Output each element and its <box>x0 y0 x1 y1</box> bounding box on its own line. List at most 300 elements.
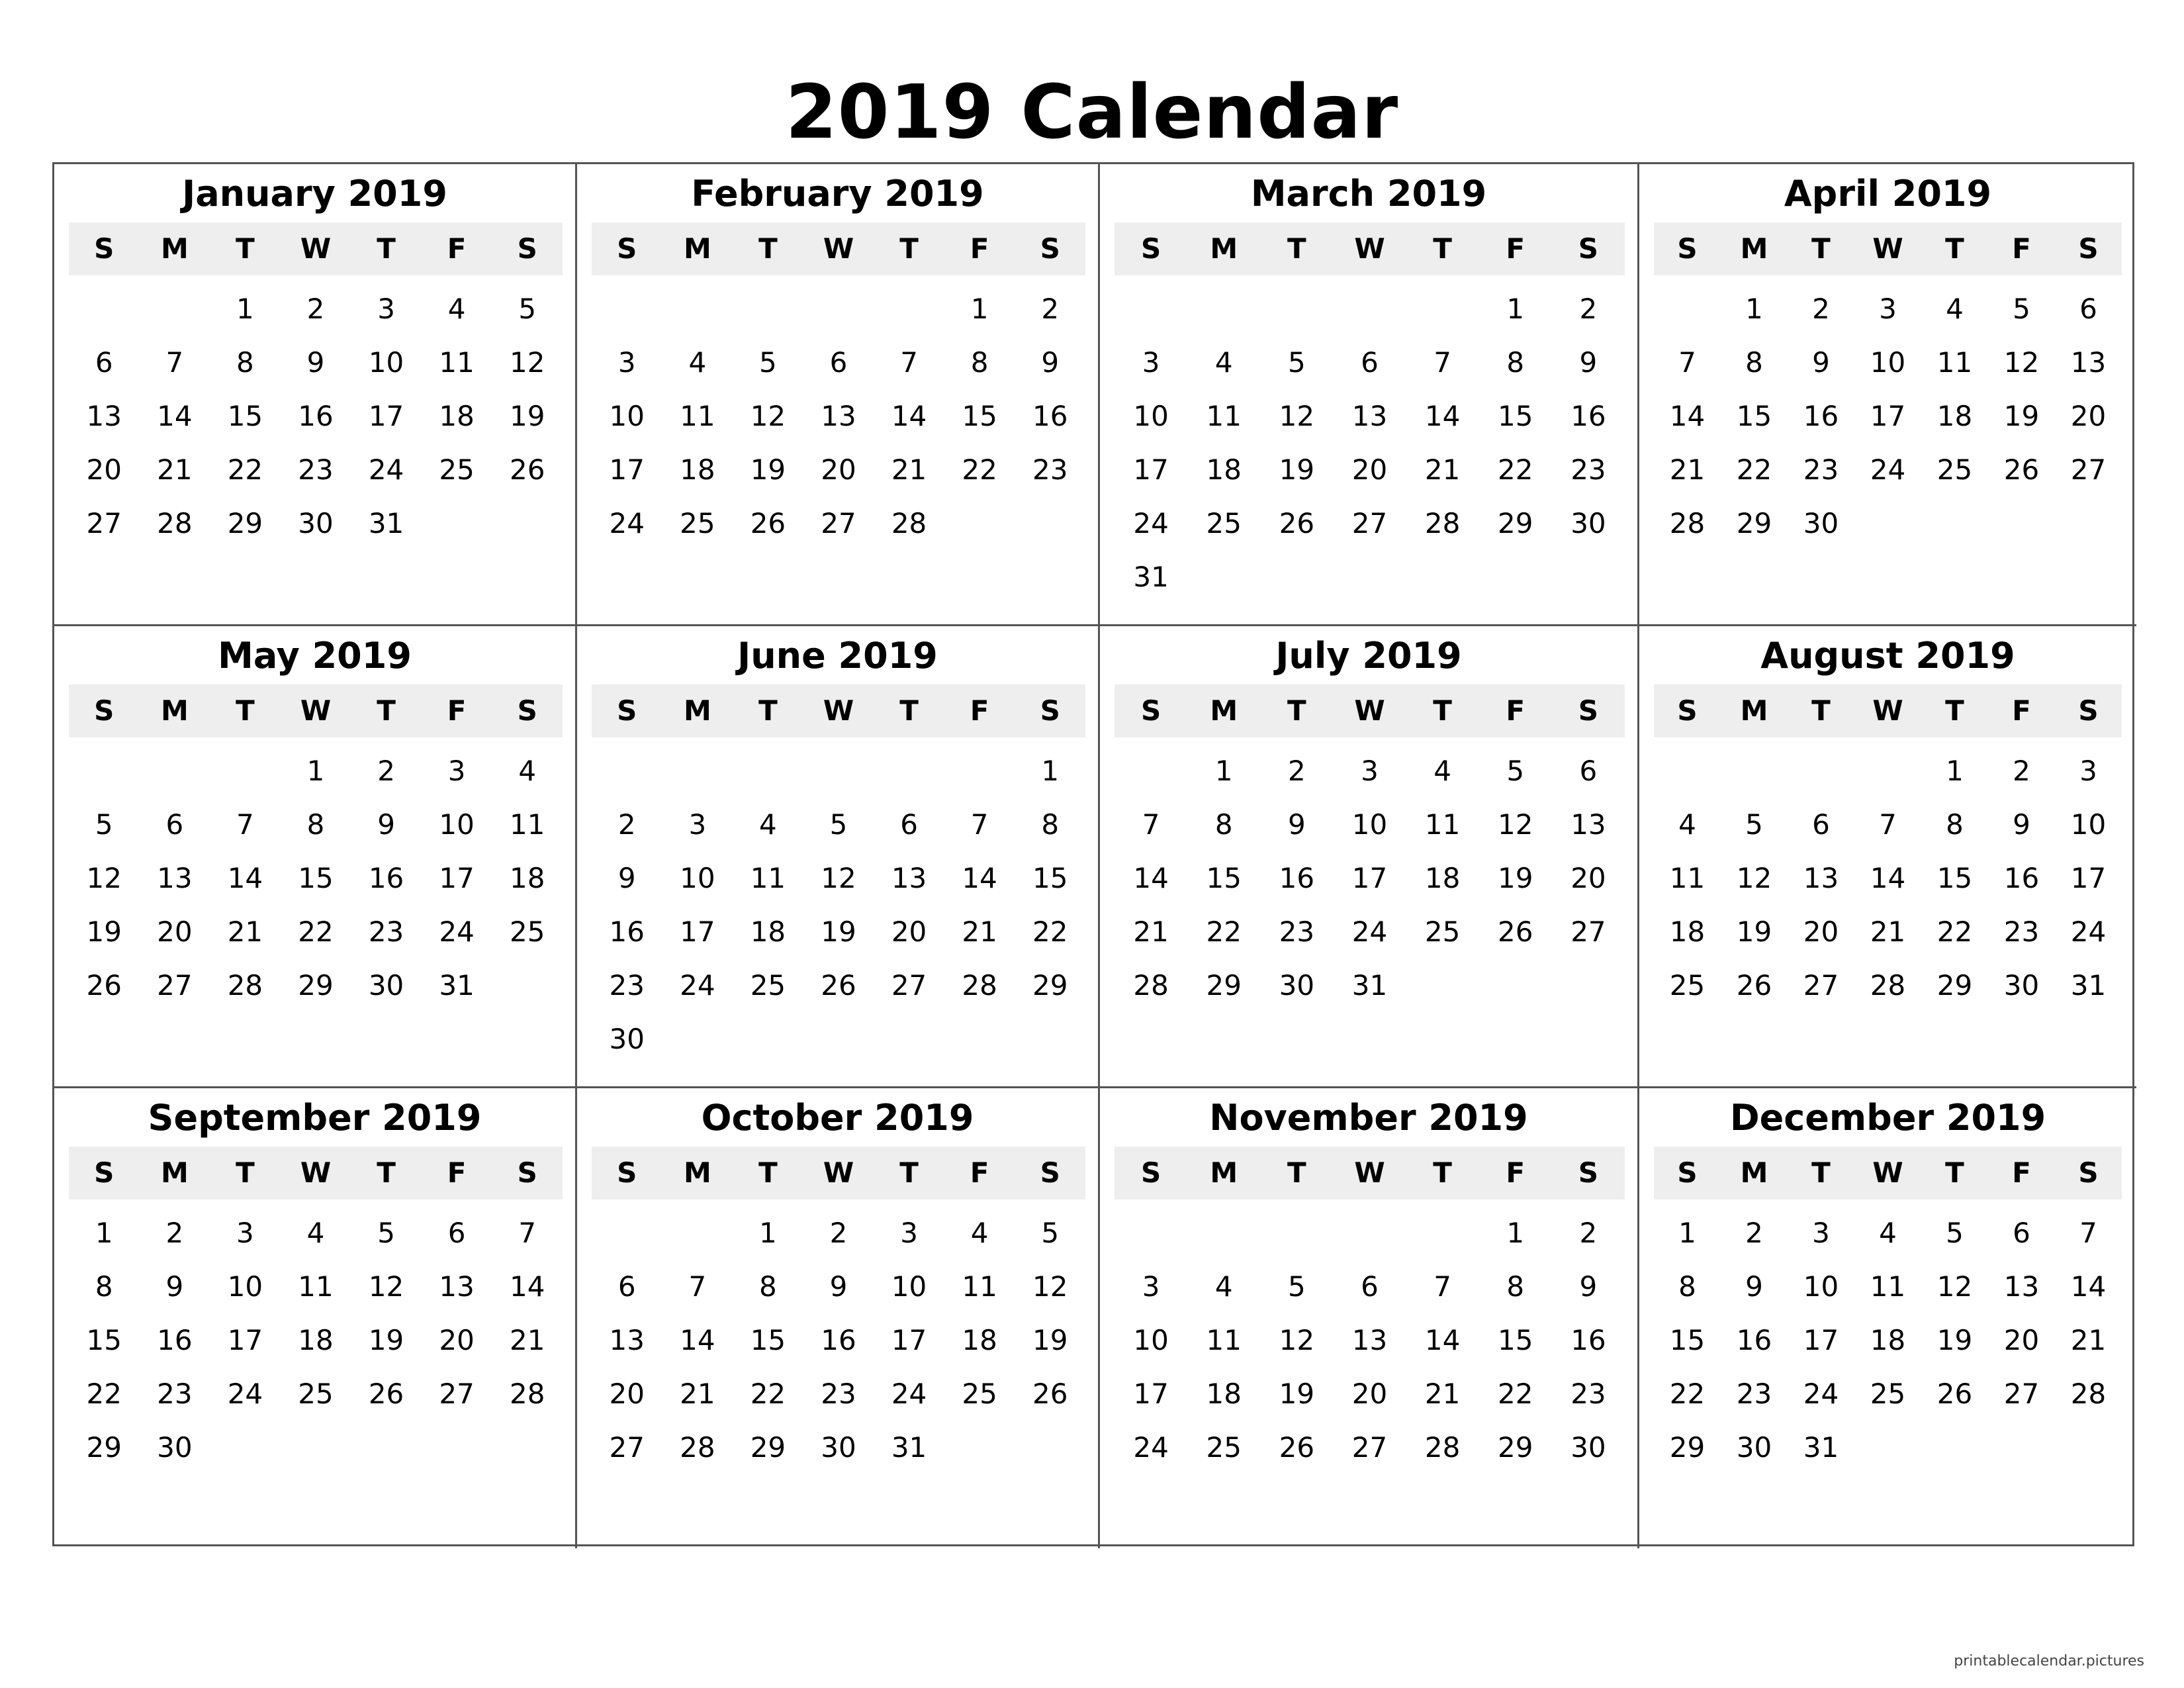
day-cell: 14 <box>680 1324 715 1356</box>
day-cell: 14 <box>1870 862 1906 894</box>
day-cell: 11 <box>298 1270 334 1303</box>
day-cell: 1 <box>759 1217 777 1249</box>
day-cell: 10 <box>609 400 645 432</box>
day-cell: 24 <box>680 969 715 1002</box>
day-cell: 24 <box>891 1378 927 1410</box>
day-cell: 10 <box>1351 808 1388 841</box>
day-cell: 16 <box>1803 400 1839 432</box>
day-cell: 14 <box>891 400 927 432</box>
day-cell: 11 <box>1936 346 1973 379</box>
weekday-label: S <box>1578 694 1599 727</box>
day-cell: 12 <box>368 1270 404 1303</box>
day-cell: 31 <box>891 1431 927 1464</box>
day-cell: 10 <box>1803 1270 1839 1303</box>
day-cell: 25 <box>962 1378 997 1410</box>
weekday-label: S <box>1040 1156 1060 1189</box>
day-cell: 3 <box>1142 1270 1160 1303</box>
day-cell: 5 <box>1745 808 1763 841</box>
day-cell: 24 <box>1870 453 1906 486</box>
day-cell: 27 <box>439 1378 475 1410</box>
month-title: September 2019 <box>148 1097 482 1139</box>
day-cell: 20 <box>1803 915 1839 948</box>
day-cell: 12 <box>1279 1324 1315 1356</box>
day-cell: 31 <box>1133 561 1169 593</box>
day-cell: 20 <box>891 915 927 948</box>
day-cell: 15 <box>1736 400 1772 432</box>
day-cell: 30 <box>1570 1431 1606 1464</box>
day-cell: 8 <box>1214 808 1233 841</box>
day-cell: 15 <box>86 1324 122 1356</box>
day-cell: 26 <box>368 1378 404 1410</box>
day-cell: 14 <box>2070 1270 2107 1303</box>
day-cell: 16 <box>1279 862 1315 894</box>
weekday-header <box>69 222 563 275</box>
day-cell: 21 <box>1669 453 1706 486</box>
month-block <box>1100 1088 1639 1548</box>
day-cell: 9 <box>1579 346 1598 379</box>
day-cell: 24 <box>439 915 475 948</box>
month-block <box>54 1088 577 1548</box>
weekday-label: F <box>1506 694 1525 727</box>
day-cell: 17 <box>439 862 475 894</box>
weekday-label: F <box>447 1156 467 1189</box>
day-cell: 19 <box>750 453 786 486</box>
day-cell: 25 <box>750 969 786 1002</box>
weekday-label: T <box>1945 232 1964 265</box>
day-cell: 12 <box>509 346 545 379</box>
weekday-label: T <box>1433 694 1452 727</box>
day-cell: 2 <box>1287 755 1306 787</box>
day-cell: 17 <box>1803 1324 1839 1356</box>
day-cell: 6 <box>900 808 918 841</box>
day-cell: 3 <box>236 1217 254 1249</box>
day-cell: 17 <box>680 915 715 948</box>
day-cell: 27 <box>1570 915 1606 948</box>
day-cell: 23 <box>1279 915 1315 948</box>
day-cell: 13 <box>609 1324 645 1356</box>
day-cell: 3 <box>900 1217 918 1249</box>
weekday-label: S <box>1140 694 1161 727</box>
day-cell: 3 <box>447 755 466 787</box>
day-cell: 18 <box>1870 1324 1906 1356</box>
day-cell: 4 <box>688 346 707 379</box>
day-cell: 27 <box>2070 453 2107 486</box>
day-cell: 9 <box>1579 1270 1598 1303</box>
day-cell: 28 <box>1870 969 1906 1002</box>
day-cell: 14 <box>962 862 997 894</box>
weekday-header <box>1115 222 1625 275</box>
day-cell: 20 <box>1570 862 1606 894</box>
day-cell: 4 <box>1214 346 1233 379</box>
day-cell: 27 <box>891 969 927 1002</box>
day-cell: 2 <box>1579 293 1598 325</box>
day-cell: 20 <box>439 1324 475 1356</box>
day-cell: 23 <box>821 1378 856 1410</box>
day-cell: 7 <box>518 1217 537 1249</box>
day-cell: 11 <box>509 808 545 841</box>
weekday-label: W <box>823 694 854 727</box>
day-cell: 21 <box>227 915 263 948</box>
day-cell: 20 <box>609 1378 645 1410</box>
day-cell: 17 <box>2070 862 2107 894</box>
weekday-label: W <box>1872 232 1903 265</box>
weekday-label: M <box>1210 232 1238 265</box>
day-cell: 30 <box>1279 969 1315 1002</box>
day-cell: 29 <box>750 1431 786 1464</box>
day-cell: 4 <box>1879 1217 1897 1249</box>
month-block <box>54 164 577 626</box>
day-cell: 30 <box>1570 507 1606 539</box>
weekday-label: T <box>758 694 778 727</box>
day-cell: 7 <box>970 808 989 841</box>
day-cell: 21 <box>509 1324 545 1356</box>
day-cell: 3 <box>1142 346 1160 379</box>
weekday-label: F <box>2012 694 2031 727</box>
day-cell: 17 <box>368 400 404 432</box>
day-cell: 6 <box>1812 808 1830 841</box>
day-cell: 11 <box>439 346 475 379</box>
month-title: July 2019 <box>1275 635 1462 677</box>
day-cell: 15 <box>1936 862 1973 894</box>
day-cell: 25 <box>1206 1431 1242 1464</box>
day-cell: 1 <box>970 293 989 325</box>
day-cell: 7 <box>1433 1270 1451 1303</box>
day-cell: 19 <box>368 1324 404 1356</box>
day-cell: 23 <box>298 453 334 486</box>
day-cell: 23 <box>1570 1378 1606 1410</box>
day-cell: 5 <box>377 1217 395 1249</box>
weekday-label: T <box>1287 232 1306 265</box>
weekday-label: S <box>2078 694 2099 727</box>
day-cell: 15 <box>750 1324 786 1356</box>
day-cell: 26 <box>1936 1378 1973 1410</box>
day-cell: 19 <box>1936 1324 1973 1356</box>
day-cell: 20 <box>1351 1378 1388 1410</box>
weekday-label: M <box>683 232 711 265</box>
weekday-label: W <box>1354 1156 1385 1189</box>
calendar-grid <box>52 162 2134 1546</box>
day-cell: 14 <box>1424 400 1461 432</box>
day-cell: 16 <box>298 400 334 432</box>
day-cell: 12 <box>750 400 786 432</box>
month-title: December 2019 <box>1729 1097 2046 1139</box>
day-cell: 22 <box>227 453 263 486</box>
day-cell: 16 <box>821 1324 856 1356</box>
weekday-label: S <box>2078 232 2099 265</box>
day-cell: 18 <box>1936 400 1973 432</box>
day-cell: 23 <box>1736 1378 1772 1410</box>
weekday-label: F <box>970 232 989 265</box>
day-cell: 22 <box>1206 915 1242 948</box>
weekday-label: S <box>1040 232 1060 265</box>
day-cell: 8 <box>236 346 254 379</box>
day-cell: 1 <box>1041 755 1060 787</box>
day-cell: 15 <box>1498 1324 1533 1356</box>
day-cell: 28 <box>962 969 997 1002</box>
weekday-label: S <box>1677 694 1698 727</box>
weekday-label: T <box>758 232 778 265</box>
weekday-label: S <box>1040 694 1060 727</box>
weekday-label: S <box>517 694 537 727</box>
day-cell: 27 <box>1351 1431 1388 1464</box>
day-cell: 13 <box>2070 346 2107 379</box>
weekday-label: S <box>1578 1156 1599 1189</box>
day-cell: 18 <box>298 1324 334 1356</box>
day-cell: 17 <box>1870 400 1906 432</box>
day-cell: 13 <box>1351 1324 1388 1356</box>
weekday-label: F <box>1506 1156 1525 1189</box>
day-cell: 23 <box>368 915 404 948</box>
day-cell: 6 <box>829 346 848 379</box>
day-cell: 13 <box>2003 1270 2040 1303</box>
weekday-label: S <box>617 232 637 265</box>
weekday-label: W <box>823 1156 854 1189</box>
day-cell: 10 <box>227 1270 263 1303</box>
day-cell: 21 <box>157 453 193 486</box>
day-cell: 24 <box>368 453 404 486</box>
day-cell: 19 <box>509 400 545 432</box>
day-cell: 21 <box>1424 453 1461 486</box>
weekday-label: M <box>160 1156 189 1189</box>
weekday-label: S <box>517 232 537 265</box>
day-cell: 18 <box>1424 862 1461 894</box>
day-cell: 8 <box>306 808 325 841</box>
day-cell: 6 <box>165 808 184 841</box>
month-block <box>1100 164 1639 626</box>
day-cell: 21 <box>2070 1324 2107 1356</box>
day-cell: 22 <box>298 915 334 948</box>
day-cell: 10 <box>368 346 404 379</box>
day-cell: 19 <box>1498 862 1533 894</box>
day-cell: 13 <box>86 400 122 432</box>
month-block <box>577 626 1100 1088</box>
weekday-label: S <box>1677 1156 1698 1189</box>
day-cell: 19 <box>1279 1378 1315 1410</box>
day-cell: 1 <box>1506 293 1525 325</box>
day-cell: 2 <box>165 1217 184 1249</box>
weekday-label: W <box>300 232 332 265</box>
day-cell: 6 <box>1361 346 1379 379</box>
day-cell: 24 <box>1803 1378 1839 1410</box>
day-cell: 28 <box>1133 969 1169 1002</box>
day-cell: 16 <box>609 915 645 948</box>
day-cell: 18 <box>1669 915 1706 948</box>
day-cell: 27 <box>1351 507 1388 539</box>
month-title: October 2019 <box>701 1097 974 1139</box>
day-cell: 27 <box>157 969 193 1002</box>
day-cell: 29 <box>1736 507 1772 539</box>
day-cell: 4 <box>1433 755 1451 787</box>
day-cell: 4 <box>970 1217 989 1249</box>
day-cell: 23 <box>1570 453 1606 486</box>
day-cell: 29 <box>227 507 263 539</box>
day-cell: 30 <box>609 1023 645 1055</box>
day-cell: 11 <box>1870 1270 1906 1303</box>
day-cell: 5 <box>759 346 777 379</box>
weekday-label: M <box>1210 1156 1238 1189</box>
day-cell: 22 <box>1498 453 1533 486</box>
day-cell: 16 <box>157 1324 193 1356</box>
weekday-label: S <box>1677 232 1698 265</box>
day-cell: 18 <box>962 1324 997 1356</box>
day-cell: 9 <box>1745 1270 1763 1303</box>
day-cell: 25 <box>1424 915 1461 948</box>
weekday-header <box>592 222 1085 275</box>
day-cell: 9 <box>2013 808 2030 841</box>
day-cell: 14 <box>1669 400 1706 432</box>
day-cell: 13 <box>891 862 927 894</box>
day-cell: 5 <box>95 808 113 841</box>
day-cell: 8 <box>759 1270 777 1303</box>
weekday-label: T <box>377 232 396 265</box>
day-cell: 13 <box>1351 400 1388 432</box>
day-cell: 16 <box>2003 862 2040 894</box>
weekday-label: T <box>1811 694 1831 727</box>
day-cell: 5 <box>1946 1217 1964 1249</box>
day-cell: 22 <box>1936 915 1973 948</box>
day-cell: 15 <box>962 400 997 432</box>
day-cell: 25 <box>439 453 475 486</box>
weekday-label: S <box>1140 1156 1161 1189</box>
day-cell: 31 <box>368 507 404 539</box>
weekday-label: S <box>617 1156 637 1189</box>
day-cell: 5 <box>1287 1270 1306 1303</box>
weekday-label: T <box>899 232 919 265</box>
weekday-label: M <box>1210 694 1238 727</box>
weekday-label: M <box>160 694 189 727</box>
day-cell: 11 <box>1424 808 1461 841</box>
day-cell: 3 <box>2079 755 2097 787</box>
day-cell: 4 <box>1214 1270 1233 1303</box>
day-cell: 9 <box>306 346 325 379</box>
day-cell: 6 <box>95 346 113 379</box>
month-title: February 2019 <box>691 173 984 214</box>
day-cell: 22 <box>1669 1378 1706 1410</box>
day-cell: 10 <box>2070 808 2107 841</box>
day-cell: 21 <box>1424 1378 1461 1410</box>
day-cell: 23 <box>157 1378 193 1410</box>
day-cell: 7 <box>900 346 918 379</box>
day-cell: 26 <box>1279 1431 1315 1464</box>
day-cell: 1 <box>1745 293 1763 325</box>
day-cell: 19 <box>1279 453 1315 486</box>
weekday-label: F <box>447 232 467 265</box>
day-cell: 5 <box>1287 346 1306 379</box>
day-cell: 26 <box>750 507 786 539</box>
month-title: November 2019 <box>1209 1097 1528 1139</box>
weekday-label: T <box>236 232 255 265</box>
day-cell: 11 <box>750 862 786 894</box>
day-cell: 23 <box>1032 453 1068 486</box>
weekday-label: M <box>1740 694 1768 727</box>
day-cell: 4 <box>306 1217 325 1249</box>
day-cell: 15 <box>1498 400 1533 432</box>
day-cell: 7 <box>1433 346 1451 379</box>
weekday-header <box>1115 684 1625 737</box>
day-cell: 3 <box>1361 755 1379 787</box>
day-cell: 8 <box>1506 1270 1525 1303</box>
day-cell: 9 <box>165 1270 184 1303</box>
day-cell: 17 <box>1133 453 1169 486</box>
day-cell: 25 <box>1870 1378 1906 1410</box>
day-cell: 1 <box>306 755 325 787</box>
day-cell: 28 <box>1424 1431 1461 1464</box>
day-cell: 22 <box>86 1378 122 1410</box>
day-cell: 1 <box>1214 755 1233 787</box>
day-cell: 14 <box>227 862 263 894</box>
day-cell: 31 <box>1351 969 1388 1002</box>
day-cell: 30 <box>157 1431 193 1464</box>
weekday-header <box>592 684 1085 737</box>
day-cell: 1 <box>95 1217 113 1249</box>
day-cell: 20 <box>86 453 122 486</box>
day-cell: 25 <box>1206 507 1242 539</box>
weekday-header <box>69 684 563 737</box>
day-cell: 12 <box>1498 808 1533 841</box>
day-cell: 20 <box>2003 1324 2040 1356</box>
day-cell: 26 <box>509 453 545 486</box>
day-cell: 21 <box>962 915 997 948</box>
weekday-header <box>1654 1147 2122 1199</box>
month-title: March 2019 <box>1250 173 1487 214</box>
day-cell: 24 <box>1133 1431 1169 1464</box>
day-cell: 19 <box>2003 400 2040 432</box>
day-cell: 4 <box>1946 293 1964 325</box>
month-block <box>1639 1088 2136 1548</box>
day-cell: 30 <box>1803 507 1839 539</box>
day-cell: 29 <box>1498 1431 1533 1464</box>
day-cell: 18 <box>750 915 786 948</box>
day-cell: 9 <box>377 808 395 841</box>
day-cell: 2 <box>829 1217 848 1249</box>
day-cell: 23 <box>1803 453 1839 486</box>
weekday-label: T <box>1945 1156 1964 1189</box>
weekday-label: T <box>1945 694 1964 727</box>
weekday-label: S <box>94 1156 114 1189</box>
weekday-label: T <box>236 1156 255 1189</box>
day-cell: 20 <box>1351 453 1388 486</box>
day-cell: 17 <box>227 1324 263 1356</box>
day-cell: 29 <box>86 1431 122 1464</box>
weekday-label: S <box>1578 232 1599 265</box>
day-cell: 17 <box>1133 1378 1169 1410</box>
day-cell: 9 <box>1041 346 1060 379</box>
day-cell: 1 <box>1506 1217 1525 1249</box>
day-cell: 25 <box>1936 453 1973 486</box>
day-cell: 13 <box>157 862 193 894</box>
day-cell: 7 <box>236 808 254 841</box>
day-cell: 26 <box>1736 969 1772 1002</box>
day-cell: 6 <box>617 1270 636 1303</box>
weekday-header <box>69 1147 563 1199</box>
day-cell: 7 <box>1879 808 1897 841</box>
day-cell: 9 <box>1812 346 1830 379</box>
day-cell: 20 <box>2070 400 2107 432</box>
weekday-label: S <box>94 232 114 265</box>
day-cell: 6 <box>1579 755 1598 787</box>
day-cell: 6 <box>447 1217 466 1249</box>
day-cell: 15 <box>1669 1324 1706 1356</box>
day-cell: 26 <box>821 969 856 1002</box>
day-cell: 14 <box>1133 862 1169 894</box>
weekday-label: T <box>1811 1156 1831 1189</box>
day-cell: 2 <box>617 808 636 841</box>
day-cell: 18 <box>1206 1378 1242 1410</box>
day-cell: 7 <box>2079 1217 2097 1249</box>
day-cell: 31 <box>2070 969 2107 1002</box>
day-cell: 18 <box>509 862 545 894</box>
day-cell: 4 <box>518 755 537 787</box>
